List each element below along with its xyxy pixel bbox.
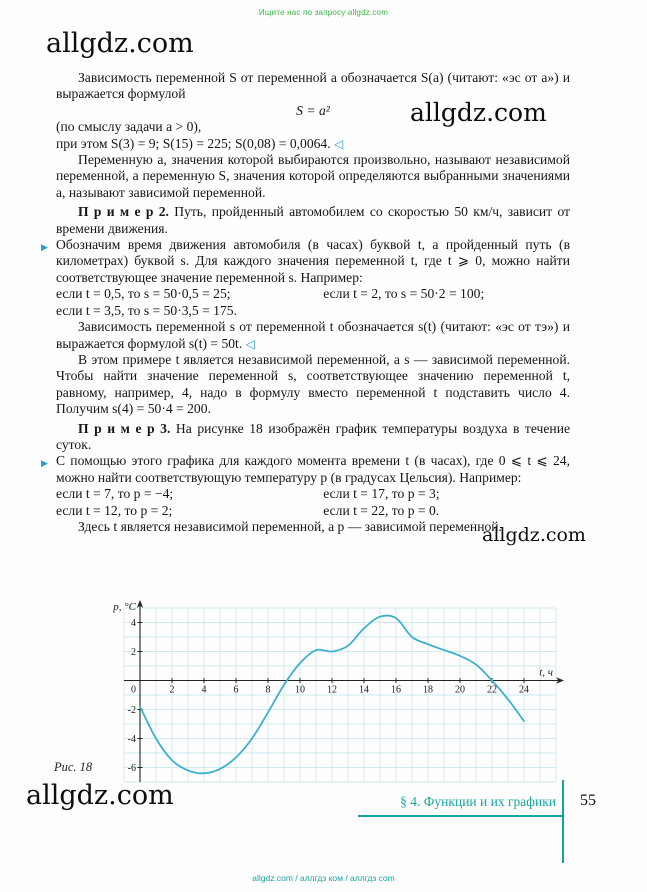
watermark-bottom-left: allgdz.com <box>26 780 174 811</box>
svg-text:8: 8 <box>265 684 271 696</box>
paragraph-text: Зависимость переменной s от переменной t обозначается s(t) (читают: «эс от тэ») и выражается формулой s(t) = 50t. <box>56 319 570 351</box>
top-search-note[interactable]: Ищите нас по запросу allgdz.com <box>258 8 389 17</box>
svg-text:4: 4 <box>131 618 136 629</box>
paragraph-text: В этом примере t является независимой переменной, а s — зависимой переменной. Чтобы найти значение переменной s, соответствующее значению переменной t, равному, например, 4, надо в формулу вместо переменной t подставить число 4. Получим s(4) = 50·4 = 200. <box>56 351 570 417</box>
svg-text:2: 2 <box>169 684 175 696</box>
case-t-35: если t = 3,5, то s = 50·3,5 = 175. <box>56 302 237 318</box>
formula-text: S = a² <box>296 102 330 118</box>
example-3 <box>56 421 570 454</box>
svg-text:6: 6 <box>233 684 239 696</box>
example-3-text: На рисунке 18 изображён график температуры воздуха в течение суток. <box>56 420 571 452</box>
paragraph-substitute-4 <box>56 352 570 418</box>
svg-text:-2: -2 <box>127 705 136 716</box>
example-3-label: П р и м е р 3. <box>78 420 171 436</box>
case-t-22: если t = 22, то p = 0. <box>323 502 440 518</box>
cases-row-3 <box>56 503 570 519</box>
watermark-mid-right: allgdz.com <box>410 98 547 127</box>
end-of-solution-icon: ◁ <box>334 136 344 151</box>
svg-text:18: 18 <box>423 684 433 696</box>
svg-text:4: 4 <box>201 684 207 696</box>
paragraph-text: Обозначим время движения автомобиля (в часах) буквой t, а пройденный путь (в километрах) буквой s. Для каждого значения переменной t, где t ⩾ 0, можно найти соответствующее значение переменной s. Например: <box>56 237 570 285</box>
paragraph-text: С помощью этого графика для каждого момента времени t (в часах), где 0 ⩽ t ⩽ 24, можно найти соответствующую температуру p (в градусах Цельсия). Например: <box>56 453 570 485</box>
paragraph-condition <box>56 119 570 135</box>
svg-text:p, °C: p, °C <box>113 601 136 613</box>
svg-text:22: 22 <box>487 684 497 696</box>
case-t-12: если t = 12, то p = 2; <box>56 502 173 518</box>
paragraph-text: при этом S(3) = 9; S(15) = 225; S(0,08) = 0,0064. <box>56 135 331 151</box>
footer-links[interactable]: allgdz.com / аллгдз ком / аллгдз com <box>252 873 395 883</box>
paragraph-conclusion <box>56 519 570 535</box>
paragraph-dependency-st <box>56 319 570 352</box>
footer-vertical-rule <box>562 780 564 863</box>
watermark-right: allgdz.com <box>482 524 586 546</box>
footer-horizontal-rule <box>358 815 563 817</box>
case-t-05: если t = 0,5, то s = 50·0,5 = 25; <box>56 286 231 302</box>
case-t-2: если t = 2, то s = 50·2 = 100; <box>323 286 485 302</box>
svg-text:2: 2 <box>131 647 136 658</box>
example-2-label: П р и м е р 2. <box>78 204 169 220</box>
svg-text:-6: -6 <box>127 763 136 774</box>
paragraph-values <box>56 136 570 152</box>
case-t-7: если t = 7, то p = −4; <box>56 486 174 502</box>
example-2-text: Путь, пройденный автомобилем со скоростью 50 км/ч, зависит от времени движения. <box>56 204 570 236</box>
page-text <box>41 70 571 535</box>
svg-text:t, ч: t, ч <box>539 666 553 679</box>
end-of-solution-icon: ◁ <box>245 336 255 351</box>
paragraph-dependency-s <box>56 70 570 103</box>
formula-s-equals-a-squared <box>56 103 570 119</box>
paragraph-text: Здесь t является независимой переменной, а p — зависимой переменной. <box>78 518 502 534</box>
cases-row-2 <box>56 486 570 502</box>
svg-text:24: 24 <box>519 684 529 696</box>
paragraph-text: (по смыслу задачи a > 0), <box>56 119 202 135</box>
paragraph-text: Зависимость переменной S от переменной a обозначается S(a) (читают: «эс от а») и выражается формулой <box>56 70 570 102</box>
paragraph-solution-2 <box>41 237 570 286</box>
paragraph-variable-definitions <box>56 152 570 201</box>
svg-text:14: 14 <box>359 684 369 696</box>
svg-text:20: 20 <box>455 684 465 696</box>
page-number: 55 <box>580 792 596 809</box>
solution-start-icon: ▶ <box>41 458 48 469</box>
svg-text:-4: -4 <box>127 734 136 745</box>
paragraph-solution-3 <box>41 453 570 486</box>
paragraph-text: Переменную a, значения которой выбираются произвольно, называют независимой переменной, а переменную S, значения которой определяются выбранными значениями a, называют зависимой переменной. <box>56 152 570 200</box>
svg-text:10: 10 <box>295 684 305 696</box>
cases-row-1 <box>56 286 570 302</box>
svg-text:12: 12 <box>327 684 337 696</box>
figure-caption: Рис. 18 <box>54 760 93 774</box>
svg-text:16: 16 <box>391 684 401 696</box>
watermark-top-left: allgdz.com <box>46 28 194 59</box>
temperature-chart <box>104 600 566 790</box>
svg-text:0: 0 <box>131 684 136 696</box>
figure-18 <box>104 600 566 795</box>
solution-start-icon: ▶ <box>41 242 48 253</box>
case-t-17: если t = 17, то p = 3; <box>323 486 440 502</box>
example-2 <box>56 204 570 237</box>
section-title: § 4. Функции и их графики <box>400 794 556 809</box>
